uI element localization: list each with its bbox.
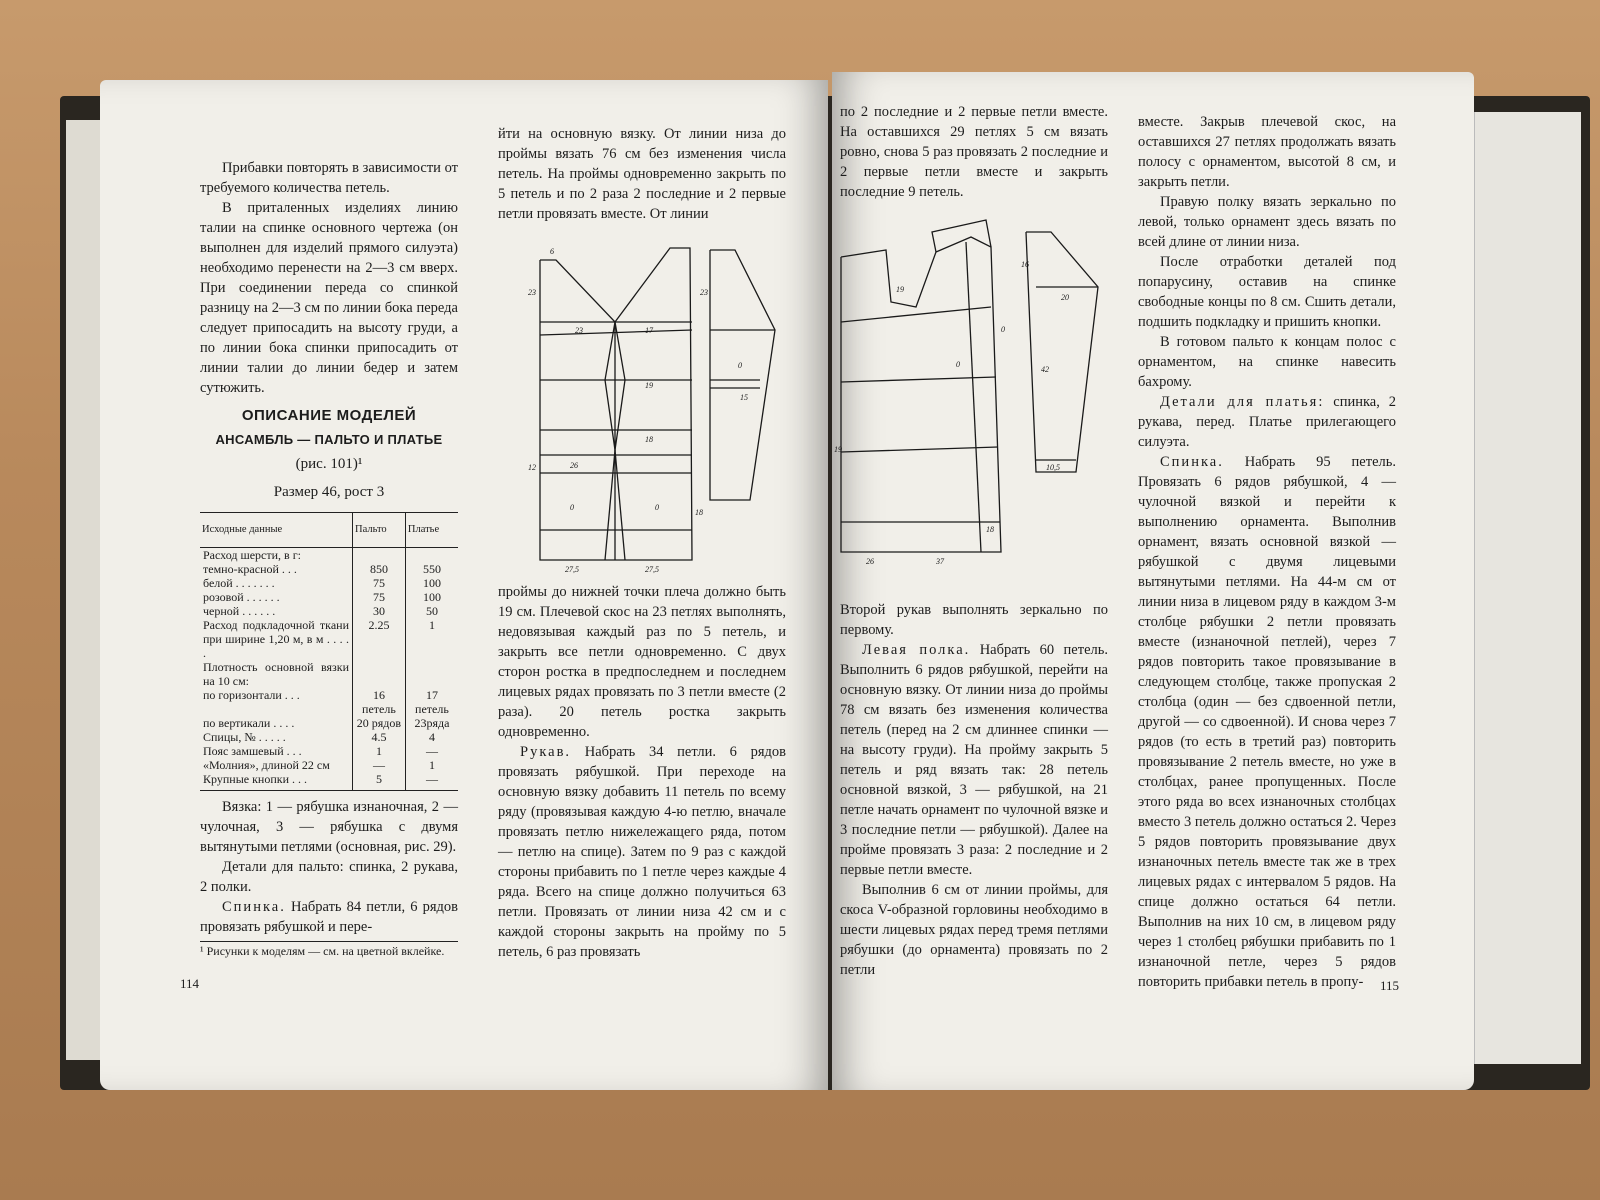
spec-table-row bbox=[200, 562, 458, 576]
left-col2-bottom bbox=[498, 582, 786, 962]
spec-cell-value: 1 bbox=[353, 744, 406, 758]
spec-cell-value: 4.5 bbox=[353, 730, 406, 744]
spec-cell-label: белой . . . . . . . bbox=[203, 576, 275, 590]
right-col2-p2: Правую полку вязать зеркально по левой, только орнамент здесь вязать по всей длине от линии низа. bbox=[1138, 194, 1396, 250]
size-line: Размер 46, рост 3 bbox=[273, 484, 385, 500]
diagram-label: 26 bbox=[570, 461, 578, 470]
pattern-diagram-back-sleeve bbox=[520, 230, 780, 574]
diagram-label: 18 bbox=[986, 525, 994, 534]
intro-p2: В приталенных изделиях линию талии на спинке основного чертежа (он выполнен для изделий прямого силуэта) необходимо перенести на 2—3 см вверх. При соединении переда со спинкой разницу на 2—3 см по линии бока переда следует припосадить на высоту груди, а по линии бока спинки припосадить от линии талии до линии бедер и затем сутюжить. bbox=[200, 200, 458, 396]
spec-cell-value: 2.25 bbox=[353, 618, 406, 660]
diagram-label: 0 bbox=[1001, 325, 1005, 334]
back-text: Набрать 84 петли, 6 рядов провязать рябушкой и пере- bbox=[200, 899, 458, 935]
spec-table-row bbox=[200, 688, 458, 716]
diagram-label: 42 bbox=[1041, 365, 1049, 374]
spec-cell-value: 23ряда bbox=[405, 716, 458, 730]
spec-cell-label: Спицы, № . . . . . bbox=[203, 730, 286, 744]
spec-header-cell: Исходные данные bbox=[200, 513, 353, 548]
spec-cell-value: 550 bbox=[405, 562, 458, 576]
spec-cell-value bbox=[405, 548, 458, 563]
knit-types: Вязка: 1 — рябушка изнаночная, 2 — чулочная, 3 — рябушка с двумя вытянутыми петлями (основная, рис. 29). bbox=[200, 799, 458, 855]
diagram-sleeve-outline bbox=[710, 250, 775, 500]
right-col2-p1: вместе. Закрыв плечевой скос, на оставшихся 27 петлях продолжать вязать полосу с орнаментом, высотой 8 см, и закрыть петли. bbox=[1138, 114, 1396, 190]
diagram-label: 16 bbox=[1021, 260, 1029, 269]
spec-cell-value: 1 bbox=[405, 758, 458, 772]
page-number-left: 114 bbox=[180, 976, 200, 991]
right-page bbox=[832, 72, 1474, 1090]
right-page-edges bbox=[1474, 112, 1581, 1064]
diagram-label: 23 bbox=[700, 288, 708, 297]
diagram-label: 12 bbox=[528, 463, 536, 472]
diagram-label: 19 bbox=[834, 445, 842, 454]
sleeve-text: Набрать 34 петли. 6 рядов провязать рябушкой. При переходе на основную вязку добавить 11 петель по всему ряду (провязывая каждую 4-ю петлю, вначале провязать петлю нижележащего ряда, потом — петлю на спице). Затем по 9 раз с каждой стороны прибавить по 1 петле через каждые 4 ряда. Всего на спице должно получиться 63 петли. Провязать от линии низа 42 см и с каждой стороны закрыть на пройму по 5 петель, 6 раз провязать bbox=[498, 744, 786, 960]
diagram-label: 26 bbox=[866, 557, 874, 566]
spec-cell-label: черной . . . . . . bbox=[203, 604, 276, 618]
spec-cell-label: розовой . . . . . . bbox=[203, 590, 280, 604]
spec-cell-value: 100 bbox=[405, 590, 458, 604]
left-front-paragraph bbox=[840, 640, 1108, 880]
diagram-label: 23 bbox=[528, 288, 536, 297]
spec-table-body bbox=[200, 548, 458, 791]
spec-cell-value: 100 bbox=[405, 576, 458, 590]
diagram-label: 37 bbox=[936, 557, 944, 566]
spec-cell-value: — bbox=[405, 772, 458, 791]
spec-cell-label: темно-красной . . . bbox=[203, 562, 297, 576]
spec-table-row bbox=[200, 772, 458, 791]
left-front-text: Набрать 60 петель. Выполнить 6 рядов рябушкой, перейти на основную вязку. От линии низа до проймы 78 см вязать без изменения количества петель (перед на 2 см длиннее спинки — на высоту груди). На пройму закрыть 5 петель и ряд вязать так: 28 петель основной вязкой, 3 — рябушкой, на 21 петле начать орнамент по чулочной вязке и 3 последние петли — рябушкой). Далее на пройме провязать 3 раза: 2 последние и 2 первые петли вместе. bbox=[840, 642, 1108, 878]
spec-cell-label: Расход подкладочной ткани при ширине 1,20 м, в м . . . . . bbox=[203, 618, 349, 660]
sleeve-lead: Рукав. bbox=[520, 744, 572, 760]
spec-cell-value: 75 bbox=[353, 576, 406, 590]
spec-cell-value: 50 bbox=[405, 604, 458, 618]
spec-cell-value: 4 bbox=[405, 730, 458, 744]
spec-cell-value: 17 петель bbox=[405, 688, 458, 716]
spec-cell-label: по вертикали . . . . bbox=[203, 716, 295, 730]
spec-table-row bbox=[200, 590, 458, 604]
back-paragraph bbox=[200, 897, 458, 937]
spec-header-cell: Платье bbox=[405, 513, 458, 548]
diagram-label: 19 bbox=[645, 381, 653, 390]
diagram-label: 19 bbox=[896, 285, 904, 294]
spec-cell-value: 75 bbox=[353, 590, 406, 604]
model-ref: (рис. 101)¹ bbox=[295, 456, 363, 472]
spec-table-row bbox=[200, 660, 458, 688]
spec-cell-value bbox=[405, 660, 458, 688]
diagram-neckline bbox=[932, 220, 991, 252]
spec-table bbox=[200, 512, 458, 791]
intro-p1: Прибавки повторять в зависимости от требуемого количества петель. bbox=[200, 160, 458, 196]
spec-cell-value: 1 bbox=[405, 618, 458, 660]
diagram-label: 6 bbox=[550, 247, 554, 256]
diagram-label: 20 bbox=[1061, 293, 1069, 302]
diagram-label: 27,5 bbox=[645, 565, 659, 574]
spec-table-row bbox=[200, 618, 458, 660]
pattern-diagram-front bbox=[836, 212, 1106, 572]
diagram-sleeve-outline-right bbox=[1026, 232, 1098, 472]
diagram-label: 0 bbox=[738, 361, 742, 370]
right-col1-bottom bbox=[840, 600, 1108, 980]
diagram-dart-line bbox=[605, 450, 615, 560]
diagram-label: 0 bbox=[570, 503, 574, 512]
dress-parts-lead: Детали для платья: bbox=[1160, 394, 1325, 410]
dress-back-lead: Спинка. bbox=[1160, 454, 1224, 470]
spec-cell-value: 16 петель bbox=[353, 688, 406, 716]
back-lead: Спинка. bbox=[222, 899, 286, 915]
diagram-label: 23 bbox=[575, 326, 583, 335]
page-number-right: 115 bbox=[1380, 978, 1400, 993]
diagram-line bbox=[966, 242, 981, 552]
neckline-paragraph: Выполнив 6 см от линии проймы, для скоса V-образной горловины необходимо в шести лицевых рядах перед тремя петлями рябушки (до орнамента) провязать по 2 петли bbox=[840, 882, 1108, 978]
left-page bbox=[100, 80, 828, 1090]
spec-cell-label: Крупные кнопки . . . bbox=[200, 772, 353, 791]
diagram-line bbox=[841, 307, 991, 322]
spec-cell-value: — bbox=[353, 758, 406, 772]
diagram-label: 18 bbox=[695, 508, 703, 517]
right-col1-top-text: по 2 последние и 2 первые петли вместе. На оставшихся 29 петлях 5 см вязать ровно, снова 5 раз провязать 2 последние и 2 первые петли вместе и закрыть последние 9 петель. bbox=[840, 104, 1108, 200]
diagram-label: 18 bbox=[645, 435, 653, 444]
spec-table-row bbox=[200, 548, 458, 563]
model-title: АНСАМБЛЬ — ПАЛЬТО И ПЛАТЬЕ bbox=[215, 432, 443, 447]
diagram-label: 0 bbox=[655, 503, 659, 512]
diagram-front-outline bbox=[841, 237, 1001, 552]
spec-table-row bbox=[200, 716, 458, 730]
spec-cell-value: 5 bbox=[353, 772, 406, 791]
spec-header-cell: Пальто bbox=[353, 513, 406, 548]
spec-cell-value: 850 bbox=[353, 562, 406, 576]
spec-cell-value: — bbox=[405, 744, 458, 758]
diagram-label: 0 bbox=[956, 360, 960, 369]
diagram-label: 17 bbox=[645, 326, 653, 335]
diagram-line bbox=[841, 447, 998, 452]
right-col2-p3: После отработки деталей под попарусину, оставив на спинке свободные концы по 8 см. Сшить детали, подшить подкладку и пришить кнопки. bbox=[1138, 254, 1396, 330]
diagram-dart-line bbox=[615, 450, 625, 560]
footnote: ¹ Рисунки к моделям — см. на цветной вклейке. bbox=[200, 941, 458, 959]
spec-cell-label: Плотность основной вязки на 10 см: bbox=[203, 660, 349, 688]
second-sleeve-text: Второй рукав выполнять зеркально по первому. bbox=[840, 602, 1108, 638]
right-col1-top bbox=[840, 102, 1108, 202]
spec-cell-value bbox=[353, 660, 406, 688]
dress-parts-paragraph bbox=[1138, 392, 1396, 452]
diagram-label: 10,5 bbox=[1046, 463, 1060, 472]
coat-parts: Детали для пальто: спинка, 2 рукава, 2 полки. bbox=[200, 859, 458, 895]
left-front-lead: Левая полка. bbox=[862, 642, 971, 658]
diagram-back-outline bbox=[540, 248, 692, 560]
spec-cell-value: 30 bbox=[353, 604, 406, 618]
spec-cell-value bbox=[353, 548, 406, 563]
spec-table-row bbox=[200, 604, 458, 618]
col2-top-text: йти на основную вязку. От линии низа до проймы вязать 76 см без изменения числа петель. На проймы одновременно закрыть по 5 петель и по 2 раза 2 последние и 2 первые петли провязать вместе. От линии bbox=[498, 126, 786, 222]
spec-cell-label: по горизонтали . . . bbox=[203, 688, 300, 702]
right-col2 bbox=[1138, 112, 1396, 992]
spec-table-row bbox=[200, 576, 458, 590]
spec-cell-label: Пояс замшевый . . . bbox=[203, 744, 302, 758]
spec-cell-label: «Молния», длиной 22 см bbox=[203, 758, 330, 772]
dress-back-paragraph bbox=[1138, 452, 1396, 992]
col2-bottom-text: проймы до нижней точки плеча должно быть 19 см. Плечевой скос на 23 петлях выполнять, недовязывая каждый раз по 5 петель, и закрыть все петли одновременно. С двух сторон ростка в предпоследнем и последнем лицевых рядах провязать по 3 петли вместе (2 раза). 20 петель ростка закрыть одновременно. bbox=[498, 584, 786, 740]
section-title: ОПИСАНИЕ МОДЕЛЕЙ bbox=[241, 407, 417, 424]
dress-back-text: Набрать 95 петель. Провязать 6 рядов рябушкой, 4 — чулочной вязкой и перейти к выполнению орнамента. Выполнив орнамент, вязать основной вязкой — рябушкой с двумя лицевыми вытянутыми петлями. На 44-м см от линии низа в лицевом ряду в каждом 3-м столбце рябушки 2 петли провязать вместе (изнаночной петлей), через 7 рядов повторить такое провязывание в следующем столбце, также пропуская 2 столбца (один — без сдвоенной петли, другой — со сдвоенной). И снова через 7 рядов (то есть в третий раз) повторить провязывание 2 петель вместе, но уже в столбцах, ранее пропущенных. После этого ряда во всех изнаночных столбцах вместо 3 петель должно остаться 2. Через 5 рядов повторить провязывание двух изнаночных петель вместе так же в трех лицевых рядах с интервалом 5 рядов. На спице должно остаться 64 петли. Выполнив на них 10 см, в лицевом ряду через 1 столбец рябушки прибавить по 1 изнаночной петле, через 5 рядов повторить прибавки петель в пропу- bbox=[1138, 454, 1396, 990]
spec-cell-label: Расход шерсти, в г: bbox=[203, 548, 301, 562]
right-col2-p4: В готовом пальто к концам полос с орнаментом, на спинке навесить бахрому. bbox=[1138, 334, 1396, 390]
diagram-label: 15 bbox=[740, 393, 748, 402]
left-col2-top bbox=[498, 124, 786, 224]
left-col1 bbox=[200, 158, 458, 959]
sleeve-paragraph bbox=[498, 742, 786, 962]
dress-parts-text: спинка, 2 рукава, перед. Платье прилегающего силуэта. bbox=[1138, 394, 1396, 450]
spec-table-row bbox=[200, 744, 458, 758]
spec-cell-value: 20 рядов bbox=[353, 716, 406, 730]
diagram-label: 27,5 bbox=[565, 565, 579, 574]
spec-table-header bbox=[200, 513, 458, 548]
spec-table-row bbox=[200, 758, 458, 772]
spec-table-row bbox=[200, 730, 458, 744]
